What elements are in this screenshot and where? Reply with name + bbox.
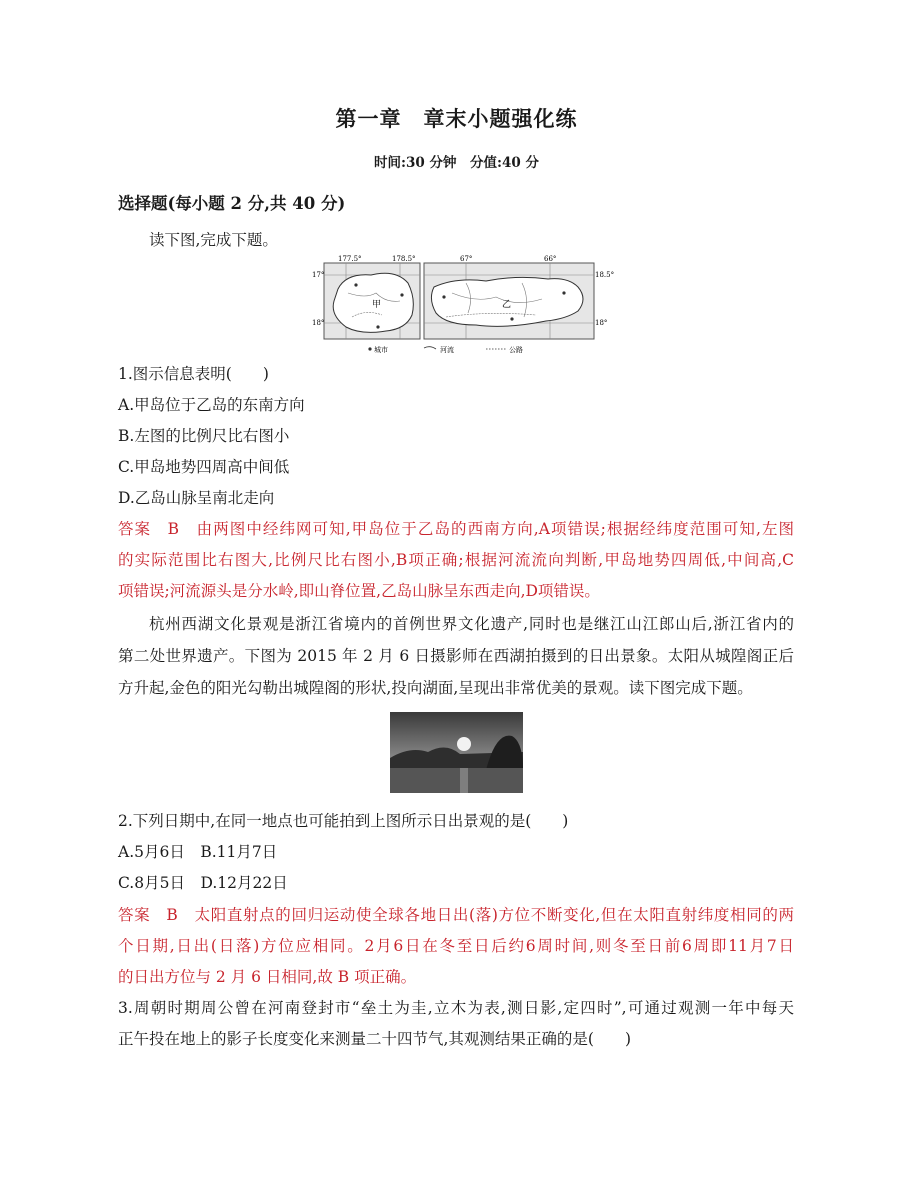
q1-option-a: A.甲岛位于乙岛的东南方向 bbox=[118, 396, 305, 414]
passage-line: 第二处世界遗产。下图为 2015 年 2 月 6 日摄影师在西湖拍摄到的日出景象。太阳从城隍阁正后 bbox=[118, 647, 794, 665]
island-label-yi: 乙 bbox=[502, 300, 512, 310]
sunrise-photo bbox=[390, 712, 523, 793]
q3-stem-line: 正午投在地上的影子长度变化来测量二十四节气,其观测结果正确的是( ) bbox=[118, 1030, 632, 1048]
q3-stem-line: 3.周朝时期周公曾在河南登封市“垒土为圭,立木为表,测日影,定四时”,可通过观测一年中每天 bbox=[118, 999, 794, 1017]
lat-label: 18° bbox=[312, 319, 325, 327]
island-map-svg bbox=[312, 253, 615, 357]
q1-option-b: B.左图的比例尺比右图小 bbox=[118, 427, 290, 445]
q2-answer-line: 的日出方位与 2 月 6 日相同,故 B 项正确。 bbox=[118, 968, 417, 986]
legend-road: 公路 bbox=[509, 346, 523, 354]
q1-answer-line: 的实际范围比右图大,比例尺比右图小,B项正确;根据河流流向判断,甲岛地势四周低,中间高,C bbox=[118, 551, 794, 569]
q2-options-row: A.5月6日 B.11月7日 bbox=[118, 843, 278, 861]
lat-label: 18.5° bbox=[595, 271, 615, 279]
q2-answer-line: 答案 B 太阳直射点的回归运动使全球各地日出(落)方位不断变化,但在太阳直射纬度相同的两 bbox=[118, 906, 794, 924]
q1-answer-line: 答案 B 由两图中经纬网可知,甲岛位于乙岛的西南方向,A项错误;根据经纬度范围可知,左图 bbox=[118, 520, 794, 538]
lon-label: 67° bbox=[460, 255, 473, 263]
lon-label: 177.5° bbox=[338, 255, 362, 263]
lat-label: 17° bbox=[312, 271, 325, 279]
lat-label: 18° bbox=[595, 319, 608, 327]
passage-line: 方升起,金色的阳光勾勒出城隍阁的形状,投向湖面,呈现出非常优美的景观。读下图完成下题。 bbox=[118, 679, 753, 697]
lon-label: 178.5° bbox=[392, 255, 416, 263]
island-map-figure bbox=[312, 253, 615, 357]
q2-options-row: C.8月5日 D.12月22日 bbox=[118, 874, 288, 892]
q2-stem: 2.下列日期中,在同一地点也可能拍到上图所示日出景观的是( ) bbox=[118, 812, 569, 830]
legend-river: 河流 bbox=[440, 346, 454, 354]
q1-option-d: D.乙岛山脉呈南北走向 bbox=[118, 489, 275, 507]
q1-stem: 1.图示信息表明( ) bbox=[118, 365, 269, 383]
map-intro: 读下图,完成下题。 bbox=[149, 231, 278, 249]
island-label-jia: 甲 bbox=[372, 300, 382, 310]
time-info: 时间:30 分钟 分值:40 分 bbox=[374, 155, 539, 171]
page-title: 第一章 章末小题强化练 bbox=[335, 106, 578, 131]
lon-label: 66° bbox=[544, 255, 557, 263]
sunrise-photo-svg bbox=[390, 712, 523, 793]
q2-answer-line: 个日期,日出(日落)方位应相同。2月6日在冬至日后约6周时间,则冬至日前6周即11月7日 bbox=[118, 937, 794, 955]
q1-option-c: C.甲岛地势四周高中间低 bbox=[118, 458, 290, 476]
q1-answer-line: 项错误;河流源头是分水岭,即山脊位置,乙岛山脉呈东西走向,D项错误。 bbox=[118, 582, 600, 600]
section-heading: 选择题(每小题 2 分,共 40 分) bbox=[118, 194, 346, 213]
passage-line: 杭州西湖文化景观是浙江省境内的首例世界文化遗产,同时也是继江山江郎山后,浙江省内的 bbox=[149, 615, 794, 633]
legend-city: 城市 bbox=[374, 346, 388, 354]
